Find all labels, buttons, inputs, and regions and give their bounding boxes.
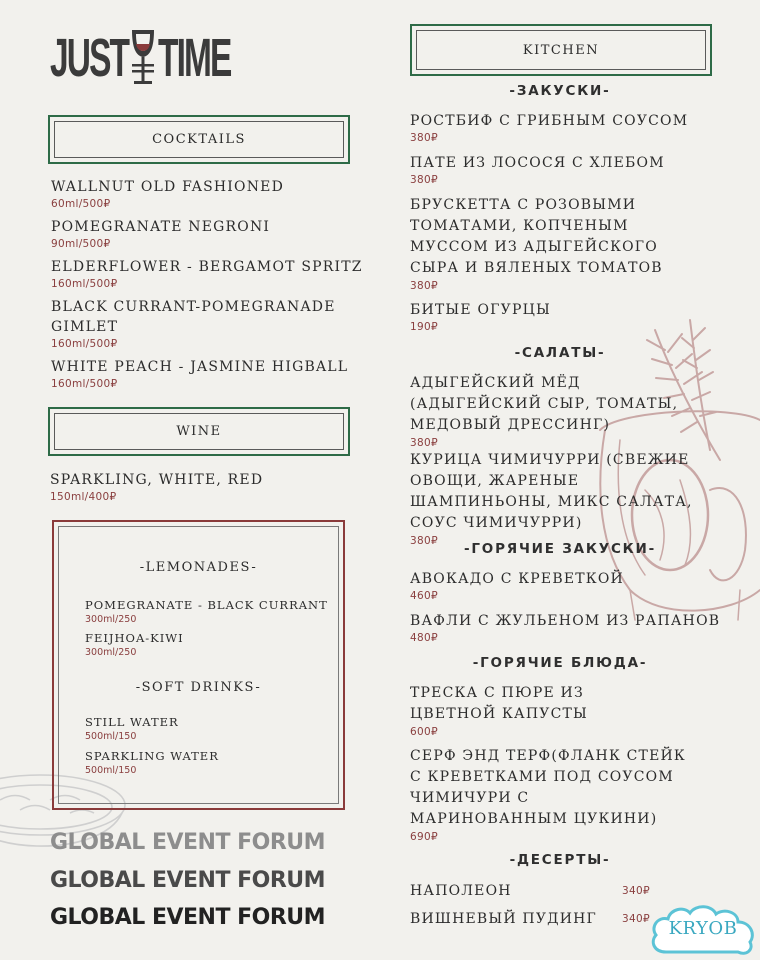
item-name: ELDERFLOWER - BERGAMOT SPRITZ [51, 259, 363, 275]
item-name: WHITE PEACH - JASMINE HIGBALL [51, 359, 349, 375]
item-price: 300ml/250 [85, 647, 137, 658]
item-price: 480₽ [410, 632, 438, 644]
wine-list [50, 470, 350, 504]
cocktails-list [51, 177, 363, 397]
item-price: 160ml/500₽ [51, 378, 118, 390]
zakuski-list [410, 111, 710, 342]
soft-drinks-list [85, 714, 219, 782]
wine-title: WINE [54, 413, 344, 450]
list-item [85, 630, 328, 663]
item-name: АДЫГЕЙСКИЙ МЁД (АДЫГЕЙСКИЙ СЫР, ТОМАТЫ, МЕДОВЫЙ ДРЕССИНГ) [410, 375, 679, 433]
list-item [51, 257, 363, 297]
logo-text-left: JUST [50, 28, 129, 88]
item-price: 190₽ [410, 321, 438, 333]
item-name: BLACK CURRANT-POMEGRANADE GIMLET [51, 299, 336, 335]
item-name: АВОКАДО С КРЕВЕТКОЙ [410, 571, 624, 587]
item-name: БИТЫЕ ОГУРЦЫ [410, 302, 551, 318]
item-price: 600₽ [410, 726, 438, 738]
item-price: 160ml/500₽ [51, 278, 118, 290]
item-price: 380₽ [410, 437, 438, 449]
salaty-title: -САЛАТЫ- [514, 345, 606, 361]
item-price: 150ml/400₽ [50, 491, 117, 503]
watermark-text: KRYOB [668, 918, 738, 939]
item-price: 90ml/500₽ [51, 238, 111, 250]
item-name: FEIJHOA-KIWI [85, 631, 184, 645]
item-name: БРУСКЕТТА С РОЗОВЫМИ ТОМАТАМИ, КОПЧЕНЫМ МУССОМ ИЗ АДЫГЕЙСКОГО СЫРА И ВЯЛЕНЫХ ТОМАТОВ [410, 197, 663, 276]
hot-zakuski-list [410, 569, 721, 653]
soft-drinks-title: -SOFT DRINKS- [135, 680, 262, 695]
list-item [410, 373, 710, 450]
wine-header-box [48, 407, 350, 456]
forum-line-1: GLOBAL EVENT FORUM [50, 830, 326, 855]
desserts-title: -ДЕСЕРТЫ- [509, 852, 611, 868]
list-item [85, 714, 219, 748]
item-price: 380₽ [410, 132, 438, 144]
item-price: 690₽ [410, 831, 438, 843]
item-name: ПАТЕ ИЗ ЛОСОСЯ С ХЛЕБОМ [410, 155, 665, 171]
item-price: 380₽ [410, 280, 438, 292]
item-price: 340₽ [622, 913, 650, 925]
list-item [410, 908, 670, 936]
zakuski-title: -ЗАКУСКИ- [509, 83, 611, 99]
desserts-list [410, 880, 670, 936]
list-item [410, 300, 710, 342]
forum-line-3: GLOBAL EVENT FORUM [50, 905, 326, 930]
item-price: 340₽ [622, 885, 650, 897]
hot-zakuski-title: -ГОРЯЧИЕ ЗАКУСКИ- [463, 541, 657, 557]
list-item [410, 450, 710, 547]
salaty-list [410, 373, 710, 547]
item-name: SPARKLING, WHITE, RED [50, 472, 264, 488]
item-name: STILL WATER [85, 715, 179, 729]
list-item [51, 297, 351, 357]
hot-dishes-list [410, 683, 710, 846]
cocktails-title: COCKTAILS [54, 121, 344, 158]
forum-line-2: GLOBAL EVENT FORUM [50, 868, 326, 893]
kitchen-header-box [410, 24, 712, 76]
list-item [85, 748, 219, 782]
list-item [410, 683, 710, 746]
list-item [410, 195, 710, 300]
list-item [50, 470, 350, 504]
wine-glass-icon [128, 26, 158, 92]
item-price: 300ml/250 [85, 614, 137, 625]
item-price: 380₽ [410, 174, 438, 186]
item-price: 160ml/500₽ [51, 338, 118, 350]
list-item [85, 597, 328, 630]
item-price: 460₽ [410, 590, 438, 602]
list-item [51, 357, 351, 397]
item-name: СЕРФ ЭНД ТЕРФ(ФЛАНК СТЕЙК С КРЕВЕТКАМИ ПОД СОУСОМ ЧИМИЧУРИ С МАРИНОВАННЫМ ЦУКИНИ) [410, 748, 686, 827]
hot-dishes-title: -ГОРЯЧИЕ БЛЮДА- [472, 655, 648, 671]
item-price: 500ml/150 [85, 731, 137, 742]
item-name: POMEGRANATE NEGRONI [51, 219, 271, 235]
item-price: 380₽ [410, 535, 438, 547]
item-price: 500ml/150 [85, 765, 137, 776]
item-name: ТРЕСКА С ПЮРЕ ИЗ ЦВЕТНОЙ КАПУСТЫ [410, 685, 588, 722]
list-item [410, 746, 710, 846]
item-price: 60ml/500₽ [51, 198, 111, 210]
item-name: ВАФЛИ С ЖУЛЬЕНОМ ИЗ РАПАНОВ [410, 613, 721, 629]
item-name: POMEGRANATE - BLACK CURRANT [85, 598, 328, 612]
item-name: РОСТБИФ С ГРИБНЫМ СОУСОМ [410, 113, 689, 129]
list-item [51, 217, 351, 257]
lemonades-list [85, 597, 328, 663]
list-item [410, 880, 670, 908]
logo-text-right: TIME [158, 28, 231, 88]
list-item [51, 177, 351, 217]
watermark-badge [648, 902, 758, 958]
item-name: НАПОЛЕОН [410, 883, 512, 899]
lemonades-title: -LEMONADES- [139, 560, 258, 575]
list-item [410, 153, 710, 195]
item-name: ВИШНЕВЫЙ ПУДИНГ [410, 911, 598, 927]
list-item [410, 569, 710, 611]
item-name: КУРИЦА ЧИМИЧУРРИ (СВЕЖИЕ ОВОЩИ, ЖАРЕНЫЕ ШАМПИНЬОНЫ, МИКС САЛАТА, СОУС ЧИМИЧУРРИ) [410, 452, 693, 531]
list-item [410, 611, 721, 653]
cocktails-header-box [48, 115, 350, 164]
item-name: WALLNUT OLD FASHIONED [51, 179, 284, 195]
logo [50, 22, 240, 94]
list-item [410, 111, 710, 153]
kitchen-title: KITCHEN [416, 30, 706, 70]
item-name: SPARKLING WATER [85, 749, 219, 763]
